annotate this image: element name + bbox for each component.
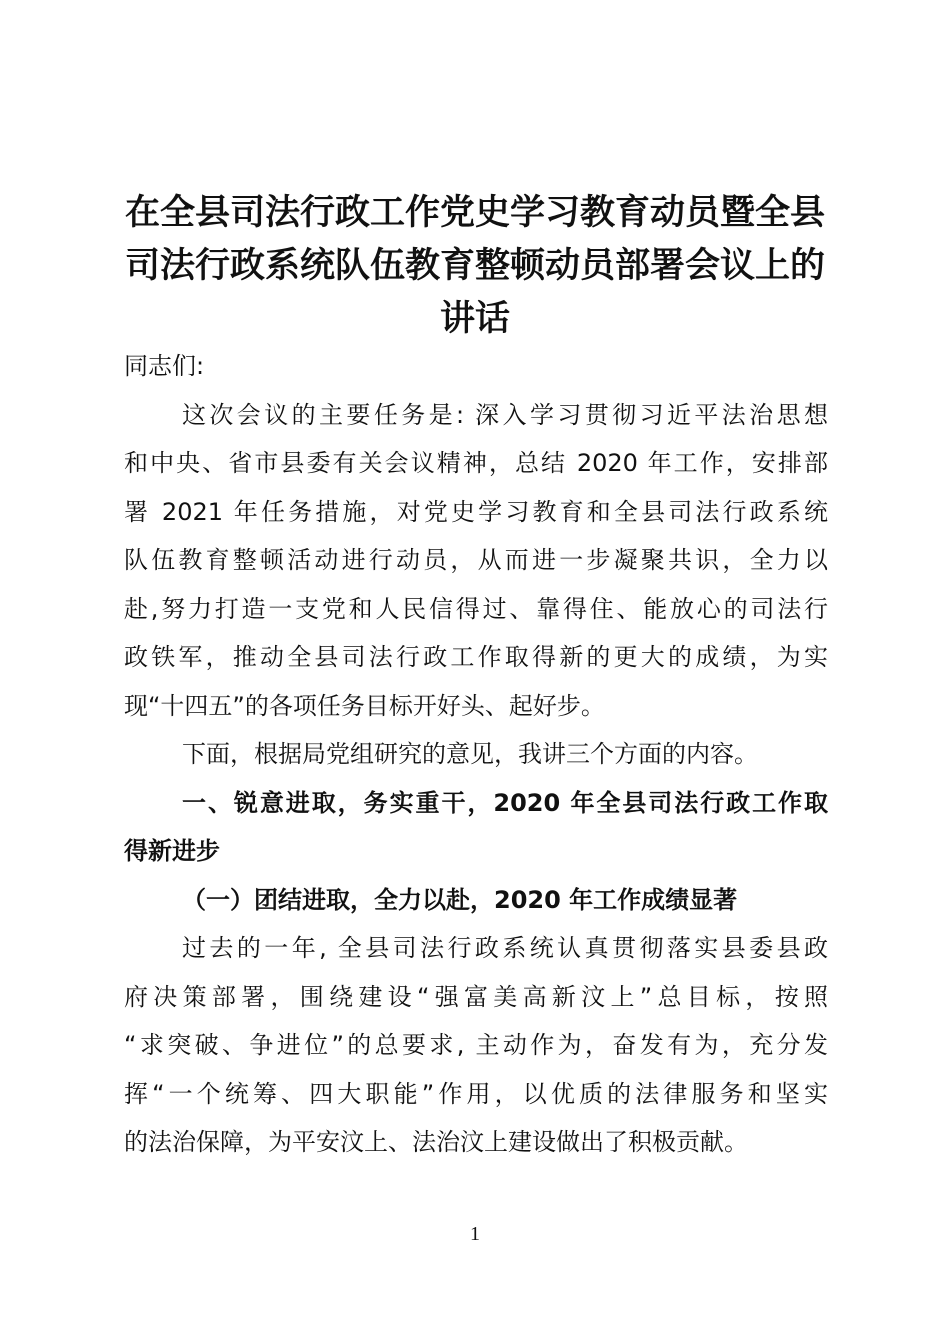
paragraph-line: 队伍教育整顿活动进行动员，从而进一步凝聚共识，全力以 bbox=[124, 546, 828, 574]
paragraph-line: “求突破、争进位”的总要求, 主动作为，奋发有为，充分发 bbox=[124, 1031, 828, 1059]
document-title bbox=[110, 186, 840, 345]
heading-line: （一）团结进取，全力以赴，2020 年工作成绩显著 bbox=[182, 885, 738, 914]
paragraph-line: 的法治保障，为平安汶上、法治汶上建设做出了积极贡献。 bbox=[124, 1128, 748, 1156]
paragraph-line: 政铁军，推动全县司法行政工作取得新的更大的成绩，为实 bbox=[124, 643, 828, 671]
heading-line: 一、锐意进取，务实重干，2020 年全县司法行政工作取 bbox=[182, 788, 828, 817]
title-line: 讲话 bbox=[439, 298, 510, 339]
paragraph-line: 过去的一年, 全县司法行政系统认真贯彻落实县委县政 bbox=[182, 934, 828, 962]
subsection-heading-1 bbox=[124, 876, 828, 925]
heading-line: 得新进步 bbox=[124, 837, 220, 865]
paragraph-intro bbox=[124, 391, 828, 731]
paragraph-review bbox=[124, 924, 828, 1167]
paragraph-outline bbox=[124, 730, 828, 779]
paragraph-line: 挥“一个统筹、四大职能”作用，以优质的法律服务和坚实 bbox=[124, 1079, 828, 1108]
title-line: 司法行政系统队伍教育整顿动员部署会议上的 bbox=[124, 245, 825, 286]
paragraph-line: 现“十四五”的各项任务目标开好头、起好步。 bbox=[124, 691, 605, 720]
document-body bbox=[124, 342, 828, 1167]
page-number: 1 bbox=[470, 1223, 480, 1245]
paragraph-line: 这次会议的主要任务是: 深入学习贯彻习近平法治思想 bbox=[182, 400, 828, 429]
title-line: 在全县司法行政工作党史学习教育动员暨全县 bbox=[124, 192, 825, 233]
paragraph-line: 下面，根据局党组研究的意见，我讲三个方面的内容。 bbox=[182, 740, 758, 768]
paragraph-line: 署 2021 年任务措施，对党史学习教育和全县司法行政系统 bbox=[124, 497, 828, 526]
section-heading-1 bbox=[124, 779, 828, 876]
paragraph-line: 赴,努力打造一支党和人民信得过、靠得住、能放心的司法行 bbox=[124, 594, 828, 623]
paragraph-line: 府决策部署，围绕建设“强富美高新汶上”总目标，按照 bbox=[124, 982, 828, 1011]
paragraph-line: 和中央、省市县委有关会议精神，总结 2020 年工作，安排部 bbox=[124, 449, 828, 477]
salutation: 同志们: bbox=[124, 352, 205, 380]
